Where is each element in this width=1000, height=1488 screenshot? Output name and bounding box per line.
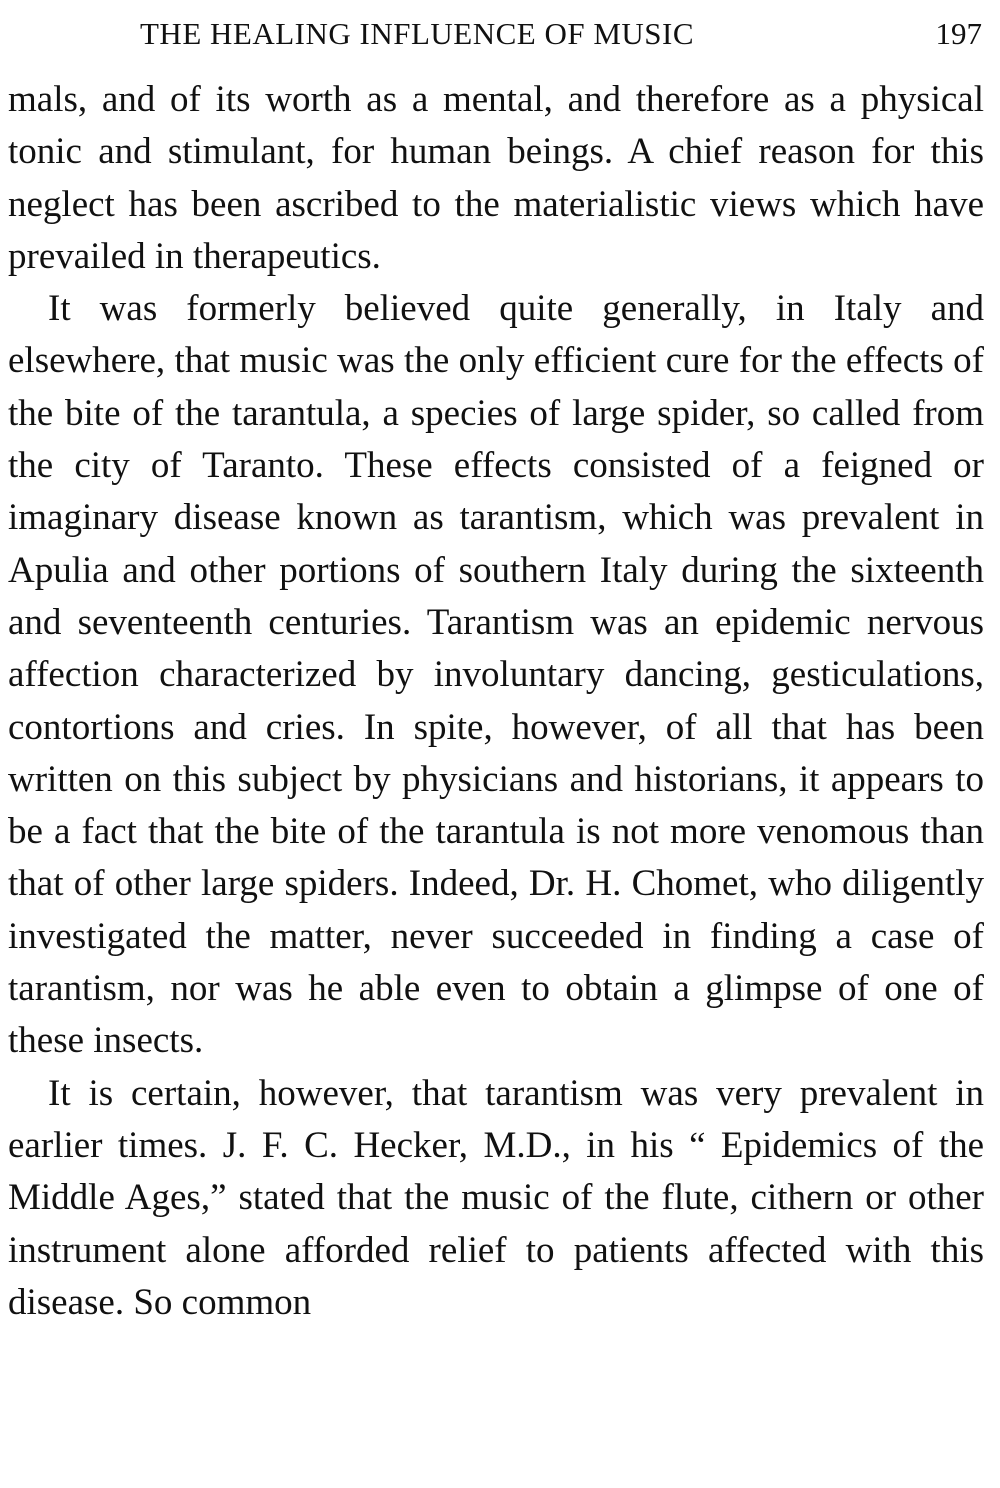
paragraph-continued: mals, and of its worth as a mental, and therefore as a physical tonic and stimulant, for human beings. A chief reason for this neglect has been ascribed to the materialistic views which have prevailed in therapeutics. [8, 79, 984, 277]
paragraph-tarantula: It was formerly believed quite generally, in Italy and elsewhere, that music was the only efficient cure for the effects of the bite of the tarantula, a species of large spider, so called from the city of Taranto. These effects consisted of a feigned or imaginary disease known as tarantism, which was prevalent in Apulia and other portions of southern Italy during the sixteenth and seventeenth centuries. Tarantism was an epidemic nervous affection characterized by involuntary dancing, gesticulations, contortions and cries. In spite, however, of all that has been written on this subject by physicians and historians, it appears to be a fact that the bite of the tarantula is not more venomous than that of other large spiders. Indeed, Dr. H. Chomet, who diligently investigated the matter, never succeeded in finding a case of tarantism, nor was he able even to obtain a glimpse of one of these insects. [8, 288, 984, 1062]
paragraph-hecker: It is certain, however, that tarantism was very prevalent in earlier times. J. F. C. Hecker, M.D., in his “ Epidemics of the Middle Ages,” stated that the music of the flute, cithern or other instrument alone afforded relief to patients affected with this disease. So common [8, 1072, 984, 1323]
running-title: THE HEALING INFLUENCE OF MUSIC [140, 16, 695, 51]
body-text [8, 74, 984, 1329]
running-header [8, 0, 984, 74]
page-number: 197 [935, 16, 982, 51]
